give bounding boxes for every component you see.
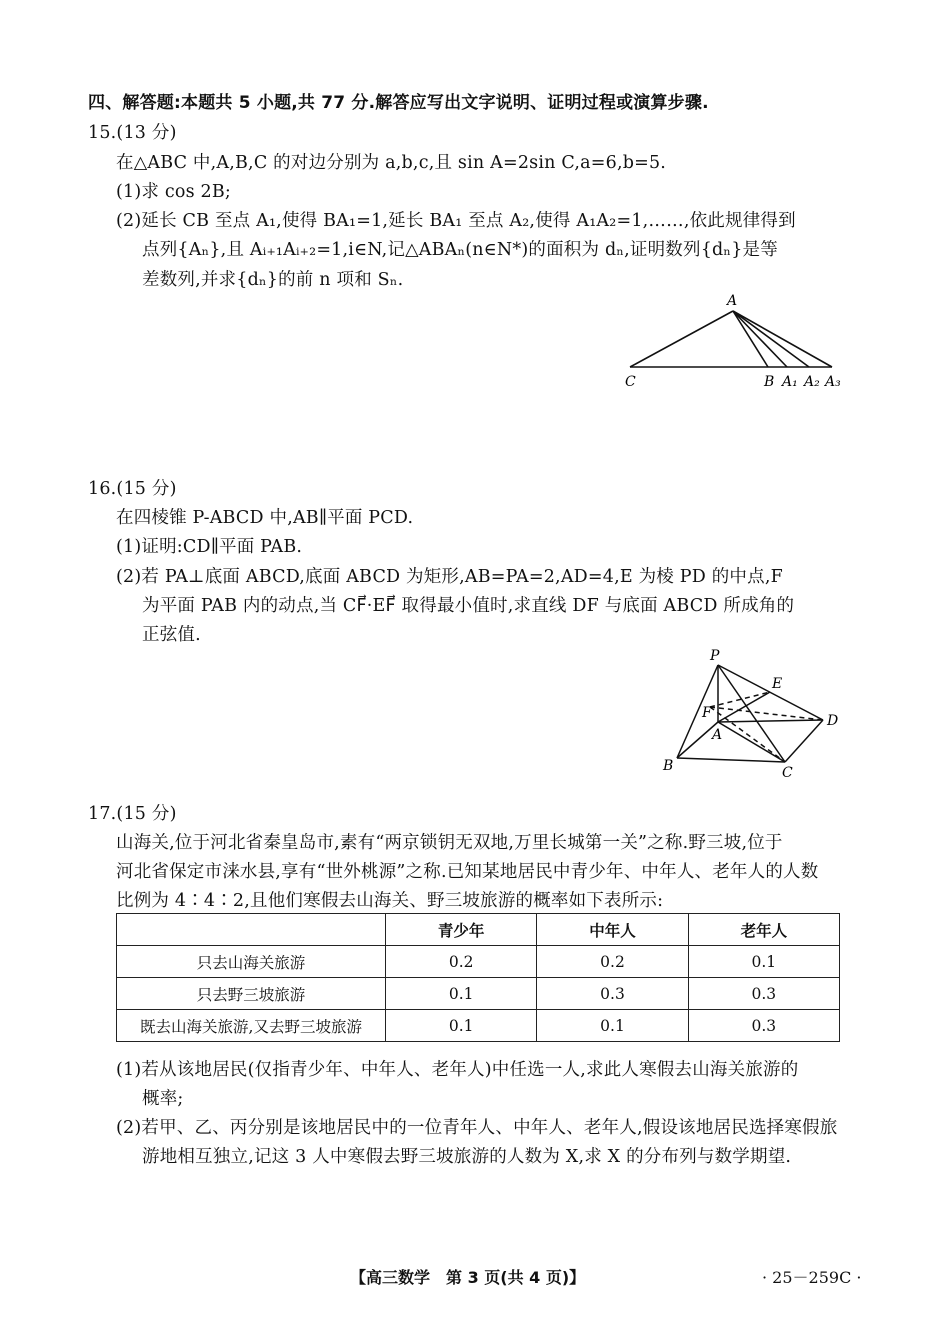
table-cell: 0.1: [537, 1010, 688, 1042]
table-row: [117, 946, 840, 978]
q16-part1: (1)证明:CD∥平面 PAB.: [116, 537, 303, 557]
table-cell: 0.3: [688, 978, 839, 1010]
label-A2: A₂: [804, 374, 820, 390]
table-cell: 0.3: [688, 1010, 839, 1042]
q16-title: 16.(15 分): [88, 479, 177, 499]
table-row-label: 既去山海关旅游,又去野三坡旅游: [117, 1010, 386, 1042]
label-E: E: [772, 676, 783, 692]
q16-stem: 在四棱锥 P-ABCD 中,AB∥平面 PCD.: [116, 508, 414, 528]
q16-part2-line2: 为平面 PAB 内的动点,当 CF⃗·EF⃗ 取得最小值时,求直线 DF 与底面 ABCD 所成角的: [142, 596, 795, 616]
q16-pyramid-figure: [655, 645, 855, 785]
q16-part2-line1: (2)若 PA⊥底面 ABCD,底面 ABCD 为矩形,AB=PA=2,AD=4,E 为棱 PD 的中点,F: [116, 567, 783, 587]
q17-stem-line1: 山海关,位于河北省秦皇岛市,素有“两京锁钥无双地,万里长城第一关”之称.野三坡,位于: [116, 833, 783, 853]
table-cell: 0.1: [386, 978, 537, 1010]
line-AB: [733, 311, 768, 367]
line-CA: [630, 311, 733, 367]
q17-stem-line2: 河北省保定市涞水县,享有“世外桃源”之称.已知某地居民中青少年、中年人、老年人的人数: [116, 862, 819, 882]
table-header-cell: [117, 914, 386, 946]
label-C: C: [782, 765, 793, 781]
table-cell: 0.2: [386, 946, 537, 978]
q15-stem: 在△ABC 中,A,B,C 的对边分别为 a,b,c,且 sin A=2sin C,a=6,b=5.: [116, 153, 667, 173]
section-header: 四、解答题:本题共 5 小题,共 77 分.解答应写出文字说明、证明过程或演算步骤.: [88, 93, 709, 113]
label-D: D: [827, 713, 839, 729]
line-AA1: [733, 311, 787, 367]
label-A3: A₃: [825, 374, 841, 390]
paper-code: · 25－259C ·: [762, 1268, 862, 1287]
line-AA3: [733, 311, 832, 367]
probability-table: [116, 913, 840, 1042]
line-AA2: [733, 311, 809, 367]
table-cell: 0.2: [537, 946, 688, 978]
page-footer: 【高三数学 第 3 页(共 4 页)】: [350, 1268, 586, 1287]
table-row-label: 只去山海关旅游: [117, 946, 386, 978]
table-header-cell: 青少年: [386, 914, 537, 946]
table-header-cell: 中年人: [537, 914, 688, 946]
label-B: B: [764, 374, 775, 390]
table-cell: 0.1: [386, 1010, 537, 1042]
q15-title: 15.(13 分): [88, 123, 177, 143]
label-B: B: [663, 758, 674, 774]
label-F: F: [702, 705, 712, 721]
label-A: A: [727, 293, 738, 309]
table-header-row: [117, 914, 840, 946]
table-cell: 0.3: [537, 978, 688, 1010]
label-P: P: [710, 648, 720, 664]
label-A: A: [712, 727, 723, 743]
table-cell: 0.1: [688, 946, 839, 978]
q15-part2-line2: 点列{Aₙ},且 Aᵢ₊₁Aᵢ₊₂=1,i∈N,记△ABAₙ(n∈N*)的面积为 dₙ,证明数列{dₙ}是等: [142, 240, 778, 260]
q17-part2-line1: (2)若甲、乙、丙分别是该地居民中的一位青年人、中年人、老年人,假设该地居民选择寒假旅: [116, 1118, 838, 1138]
q17-title: 17.(15 分): [88, 804, 177, 824]
table-row-label: 只去野三坡旅游: [117, 978, 386, 1010]
q17-stem-line3: 比例为 4∶4∶2,且他们寒假去山海关、野三坡旅游的概率如下表所示:: [116, 891, 664, 911]
table-row: [117, 978, 840, 1010]
q16-part2-line3: 正弦值.: [142, 625, 201, 645]
table-row: [117, 1010, 840, 1042]
q17-part2-line2: 游地相互独立,记这 3 人中寒假去野三坡旅游的人数为 X,求 X 的分布列与数学期望.: [142, 1147, 792, 1167]
label-C: C: [625, 374, 636, 390]
q15-part2-line3: 差数列,并求{dₙ}的前 n 项和 Sₙ.: [142, 270, 404, 290]
label-A1: A₁: [782, 374, 798, 390]
table-header-cell: 老年人: [688, 914, 839, 946]
q15-part2-line1: (2)延长 CB 至点 A₁,使得 BA₁=1,延长 BA₁ 至点 A₂,使得 A₁A₂=1,……,依此规律得到: [116, 211, 796, 231]
q17-part1-line2: 概率;: [142, 1089, 184, 1109]
q15-part1: (1)求 cos 2B;: [116, 182, 232, 202]
q15-triangle-figure: [610, 285, 850, 400]
q17-part1-line1: (1)若从该地居民(仅指青少年、中年人、老年人)中任选一人,求此人寒假去山海关旅游的: [116, 1060, 799, 1080]
